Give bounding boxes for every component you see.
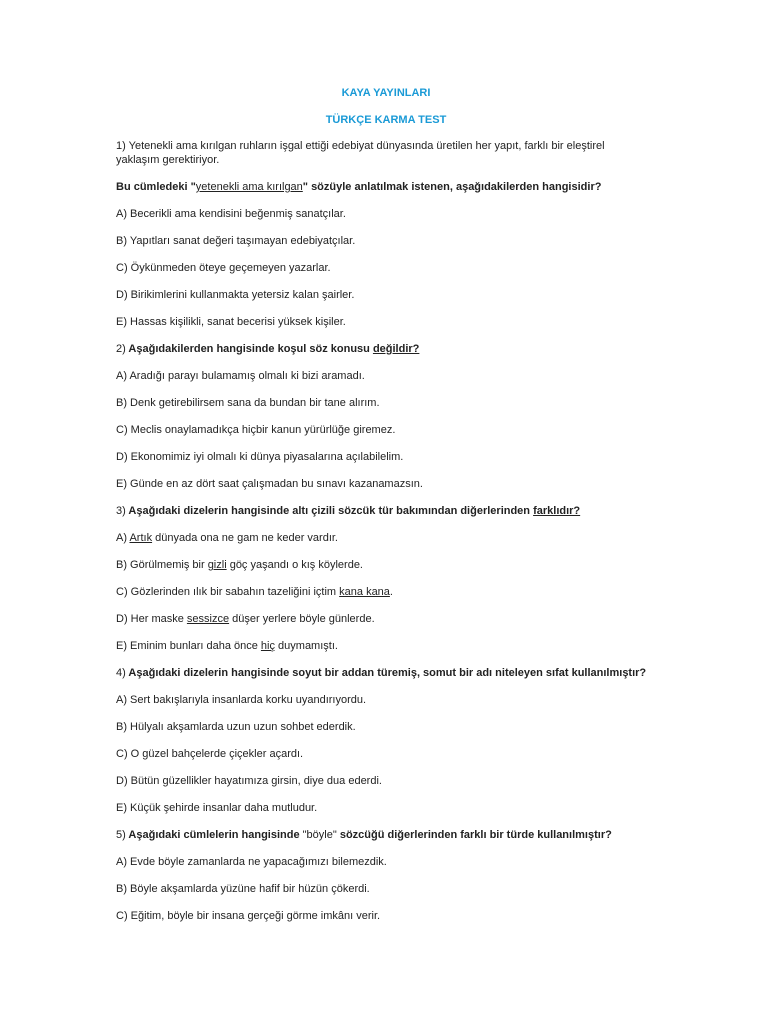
question-2-stem-pre: Aşağıdakilerden hangisinde koşul söz konusu [125,343,373,355]
question-5-stem-pre: Aşağıdaki cümlelerin hangisinde [125,829,303,841]
question-3-option-d [116,612,656,626]
question-5-stem [116,828,656,842]
question-3-number: 3) [116,505,126,517]
question-5-number: 5) [116,829,126,841]
question-3-stem-pre: Aşağıdaki dizelerin hangisinde altı çizili sözcük tür bakımından diğerlerinden [125,505,534,517]
question-2-option-e: E) Günde en az dört saat çalışmadan bu sınavı kazanamazsın. [116,478,423,490]
question-3-stem [116,504,656,518]
option-suffix: dünyada ona ne gam ne keder vardır. [152,532,338,544]
question-1-option-d: D) Birikimlerini kullanmakta yetersiz kalan şairler. [116,289,355,301]
question-4-option-a: A) Sert bakışlarıyla insanlarda korku uyandırıyordu. [116,694,367,706]
option-prefix: C) Gözlerinden ılık bir sabahın tazeliğini içtim [116,586,340,598]
question-2-number: 2) [116,343,126,355]
question-1-stem [116,180,656,194]
option-suffix: duymamıştı. [274,640,338,652]
option-prefix: A) [116,532,130,544]
question-1-passage-line-1: 1) Yetenekli ama kırılgan ruhların işgal ettiği edebiyat dünyasında üretilen her yapıt, farklı bir eleştirel [116,140,605,152]
option-suffix: göç yaşandı o kış köylerde. [226,559,363,571]
option-suffix: . [389,586,393,598]
question-1-option-c: C) Öykünmeden öteye geçemeyen yazarlar. [116,262,331,274]
question-4-option-d: D) Bütün güzellikler hayatımıza girsin, diye dua ederdi. [116,775,382,787]
question-1-passage [116,139,656,167]
question-3-option-b [116,558,656,572]
question-2-stem-underlined: değildir? [372,343,420,355]
question-1-stem-underlined: yetenekli ama kırılgan [195,181,303,193]
question-1-option-b: B) Yapıtları sanat değeri taşımayan edebiyatçılar. [116,235,356,247]
question-5-stem-post: sözcüğü diğerlerinden farklı bir türde kullanılmıştır? [336,829,612,841]
question-4-option-e: E) Küçük şehirde insanlar daha mutludur. [116,802,318,814]
question-4-option-b: B) Hülyalı akşamlarda uzun uzun sohbet ederdik. [116,721,356,733]
underlined-word: sessizce [186,613,230,625]
question-5-stem-quoted: "böyle" [302,829,337,841]
question-3-stem-underlined: farklıdır? [533,505,581,517]
question-4-option-c: C) O güzel bahçelerde çiçekler açardı. [116,748,304,760]
option-prefix: D) Her maske [116,613,187,625]
question-1-option-a: A) Becerikli ama kendisini beğenmiş sanatçılar. [116,208,346,220]
question-5-option-a: A) Evde böyle zamanlarda ne yapacağımızı bilemezdik. [116,856,387,868]
option-prefix: B) Görülmemiş bir [116,559,208,571]
underlined-word: kana kana [339,586,390,598]
underlined-word: Artık [129,532,153,544]
question-3-option-e [116,639,656,653]
question-1-passage-line-2: yaklaşım gerektiriyor. [116,154,220,166]
question-2-option-b: B) Denk getirebilirsem sana da bundan bir tane alırım. [116,397,380,409]
question-4-stem-text: Aşağıdaki dizelerin hangisinde soyut bir addan türemiş, somut bir adı niteleyen sıfat kullanılmıştır? [125,667,647,679]
question-1-stem-post: " sözüyle anlatılmak istenen, aşağıdakilerden hangisidir? [302,181,602,193]
question-2-option-a: A) Aradığı parayı bulamamış olmalı ki bizi aramadı. [116,370,365,382]
question-2-option-d: D) Ekonomimiz iyi olmalı ki dünya piyasalarına açılabilelim. [116,451,404,463]
subject-title: TÜRKÇE KARMA TEST [325,114,447,126]
question-2-option-c: C) Meclis onaylamadıkça hiçbir kanun yürürlüğe giremez. [116,424,396,436]
option-prefix: E) Eminim bunları daha önce [116,640,261,652]
question-3-option-c [116,585,656,599]
question-3-option-a [116,531,656,545]
question-2-stem [116,342,656,356]
publisher-title: KAYA YAYINLARI [341,87,431,99]
underlined-word: hiç [260,640,275,652]
question-1-option-e: E) Hassas kişilikli, sanat becerisi yüksek kişiler. [116,316,346,328]
question-5-option-b: B) Böyle akşamlarda yüzüne hafif bir hüzün çökerdi. [116,883,370,895]
underlined-word: gizli [207,559,227,571]
document-page [116,86,656,936]
question-4-number: 4) [116,667,126,679]
question-4-stem [116,666,656,680]
option-suffix: düşer yerlere böyle günlerde. [229,613,375,625]
question-5-option-c: C) Eğitim, böyle bir insana gerçeği görme imkânı verir. [116,910,381,922]
question-1-stem-pre: Bu cümledeki " [116,181,196,193]
